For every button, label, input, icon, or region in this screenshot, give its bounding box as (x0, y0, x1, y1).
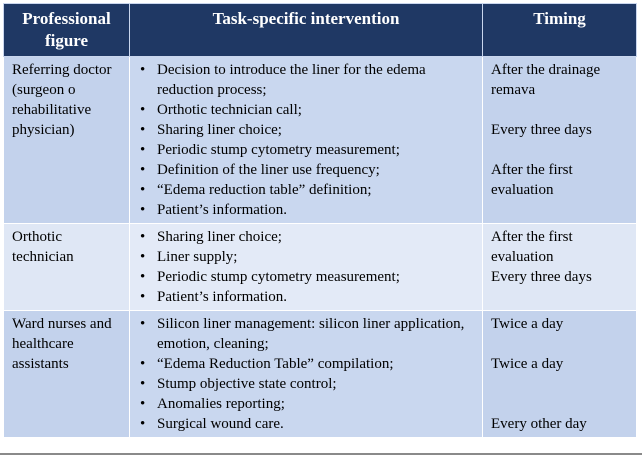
task-item: • Sharing liner choice; (140, 122, 282, 138)
table-row (4, 311, 637, 438)
task-list (138, 60, 476, 220)
bullet-icon: • (140, 396, 146, 412)
task-item: • Surgical wound care. (140, 416, 284, 432)
bullet-icon: • (140, 162, 146, 178)
header-professional-figure: Professional figure (4, 4, 130, 57)
timing-cell (483, 311, 637, 438)
tasks-cell (130, 224, 483, 311)
task-item: • Decision to introduce the liner for the edema reduction process; (140, 62, 426, 98)
tasks-cell (130, 57, 483, 224)
bullet-icon: • (140, 376, 146, 392)
bullet-icon: • (140, 182, 146, 198)
task-item: • Periodic stump cytometry measurement; (140, 269, 400, 285)
timing-text: After the first evaluation (491, 162, 573, 198)
timing-text: Every three days (491, 122, 592, 138)
bullet-icon: • (140, 356, 146, 372)
task-item: • Periodic stump cytometry measurement; (140, 142, 400, 158)
bullet-icon: • (140, 122, 146, 138)
task-item: • Silicon liner management: silicon liner application, emotion, cleaning; (140, 316, 465, 352)
header-timing: Timing (483, 4, 637, 57)
task-item: • Anomalies reporting; (140, 396, 285, 412)
timing-cell (483, 57, 637, 224)
bullet-icon: • (140, 102, 146, 118)
intervention-table (3, 3, 637, 438)
bullet-icon: • (140, 416, 146, 432)
task-item: • Stump objective state control; (140, 376, 337, 392)
task-item: • Patient’s information. (140, 202, 287, 218)
timing-text: After the first evaluation (491, 229, 573, 265)
bullet-icon: • (140, 62, 146, 78)
bullet-icon: • (140, 142, 146, 158)
task-list (138, 314, 476, 434)
bullet-icon: • (140, 289, 146, 305)
header-task-specific-intervention: Task-specific intervention (130, 4, 483, 57)
header-row (4, 4, 637, 57)
bullet-icon: • (140, 269, 146, 285)
timing-cell (483, 224, 637, 311)
task-item: • Liner supply; (140, 249, 238, 265)
bullet-icon: • (140, 249, 146, 265)
bottom-divider (0, 453, 642, 455)
task-item: • Orthotic technician call; (140, 102, 302, 118)
task-item: • Patient’s information. (140, 289, 287, 305)
timing-text: Every three days (491, 269, 592, 285)
bullet-icon: • (140, 316, 146, 332)
figure-cell: Referring doctor (surgeon o rehabilitative physician) (4, 57, 130, 224)
bullet-icon: • (140, 202, 146, 218)
timing-text: Twice a day (491, 316, 564, 332)
timing-text: Twice a day (491, 356, 564, 372)
task-list (138, 227, 476, 307)
task-item: • “Edema reduction table” definition; (140, 182, 372, 198)
task-item: • “Edema Reduction Table” compilation; (140, 356, 394, 372)
timing-text: Every other day (491, 416, 587, 432)
figure-cell: Orthotic technician (4, 224, 130, 311)
task-item: • Definition of the liner use frequency; (140, 162, 380, 178)
table-row (4, 224, 637, 311)
bullet-icon: • (140, 229, 146, 245)
tasks-cell (130, 311, 483, 438)
task-item: • Sharing liner choice; (140, 229, 282, 245)
figure-cell: Ward nurses and healthcare assistants (4, 311, 130, 438)
table-row (4, 57, 637, 224)
timing-text: After the drainage remava (491, 62, 601, 98)
